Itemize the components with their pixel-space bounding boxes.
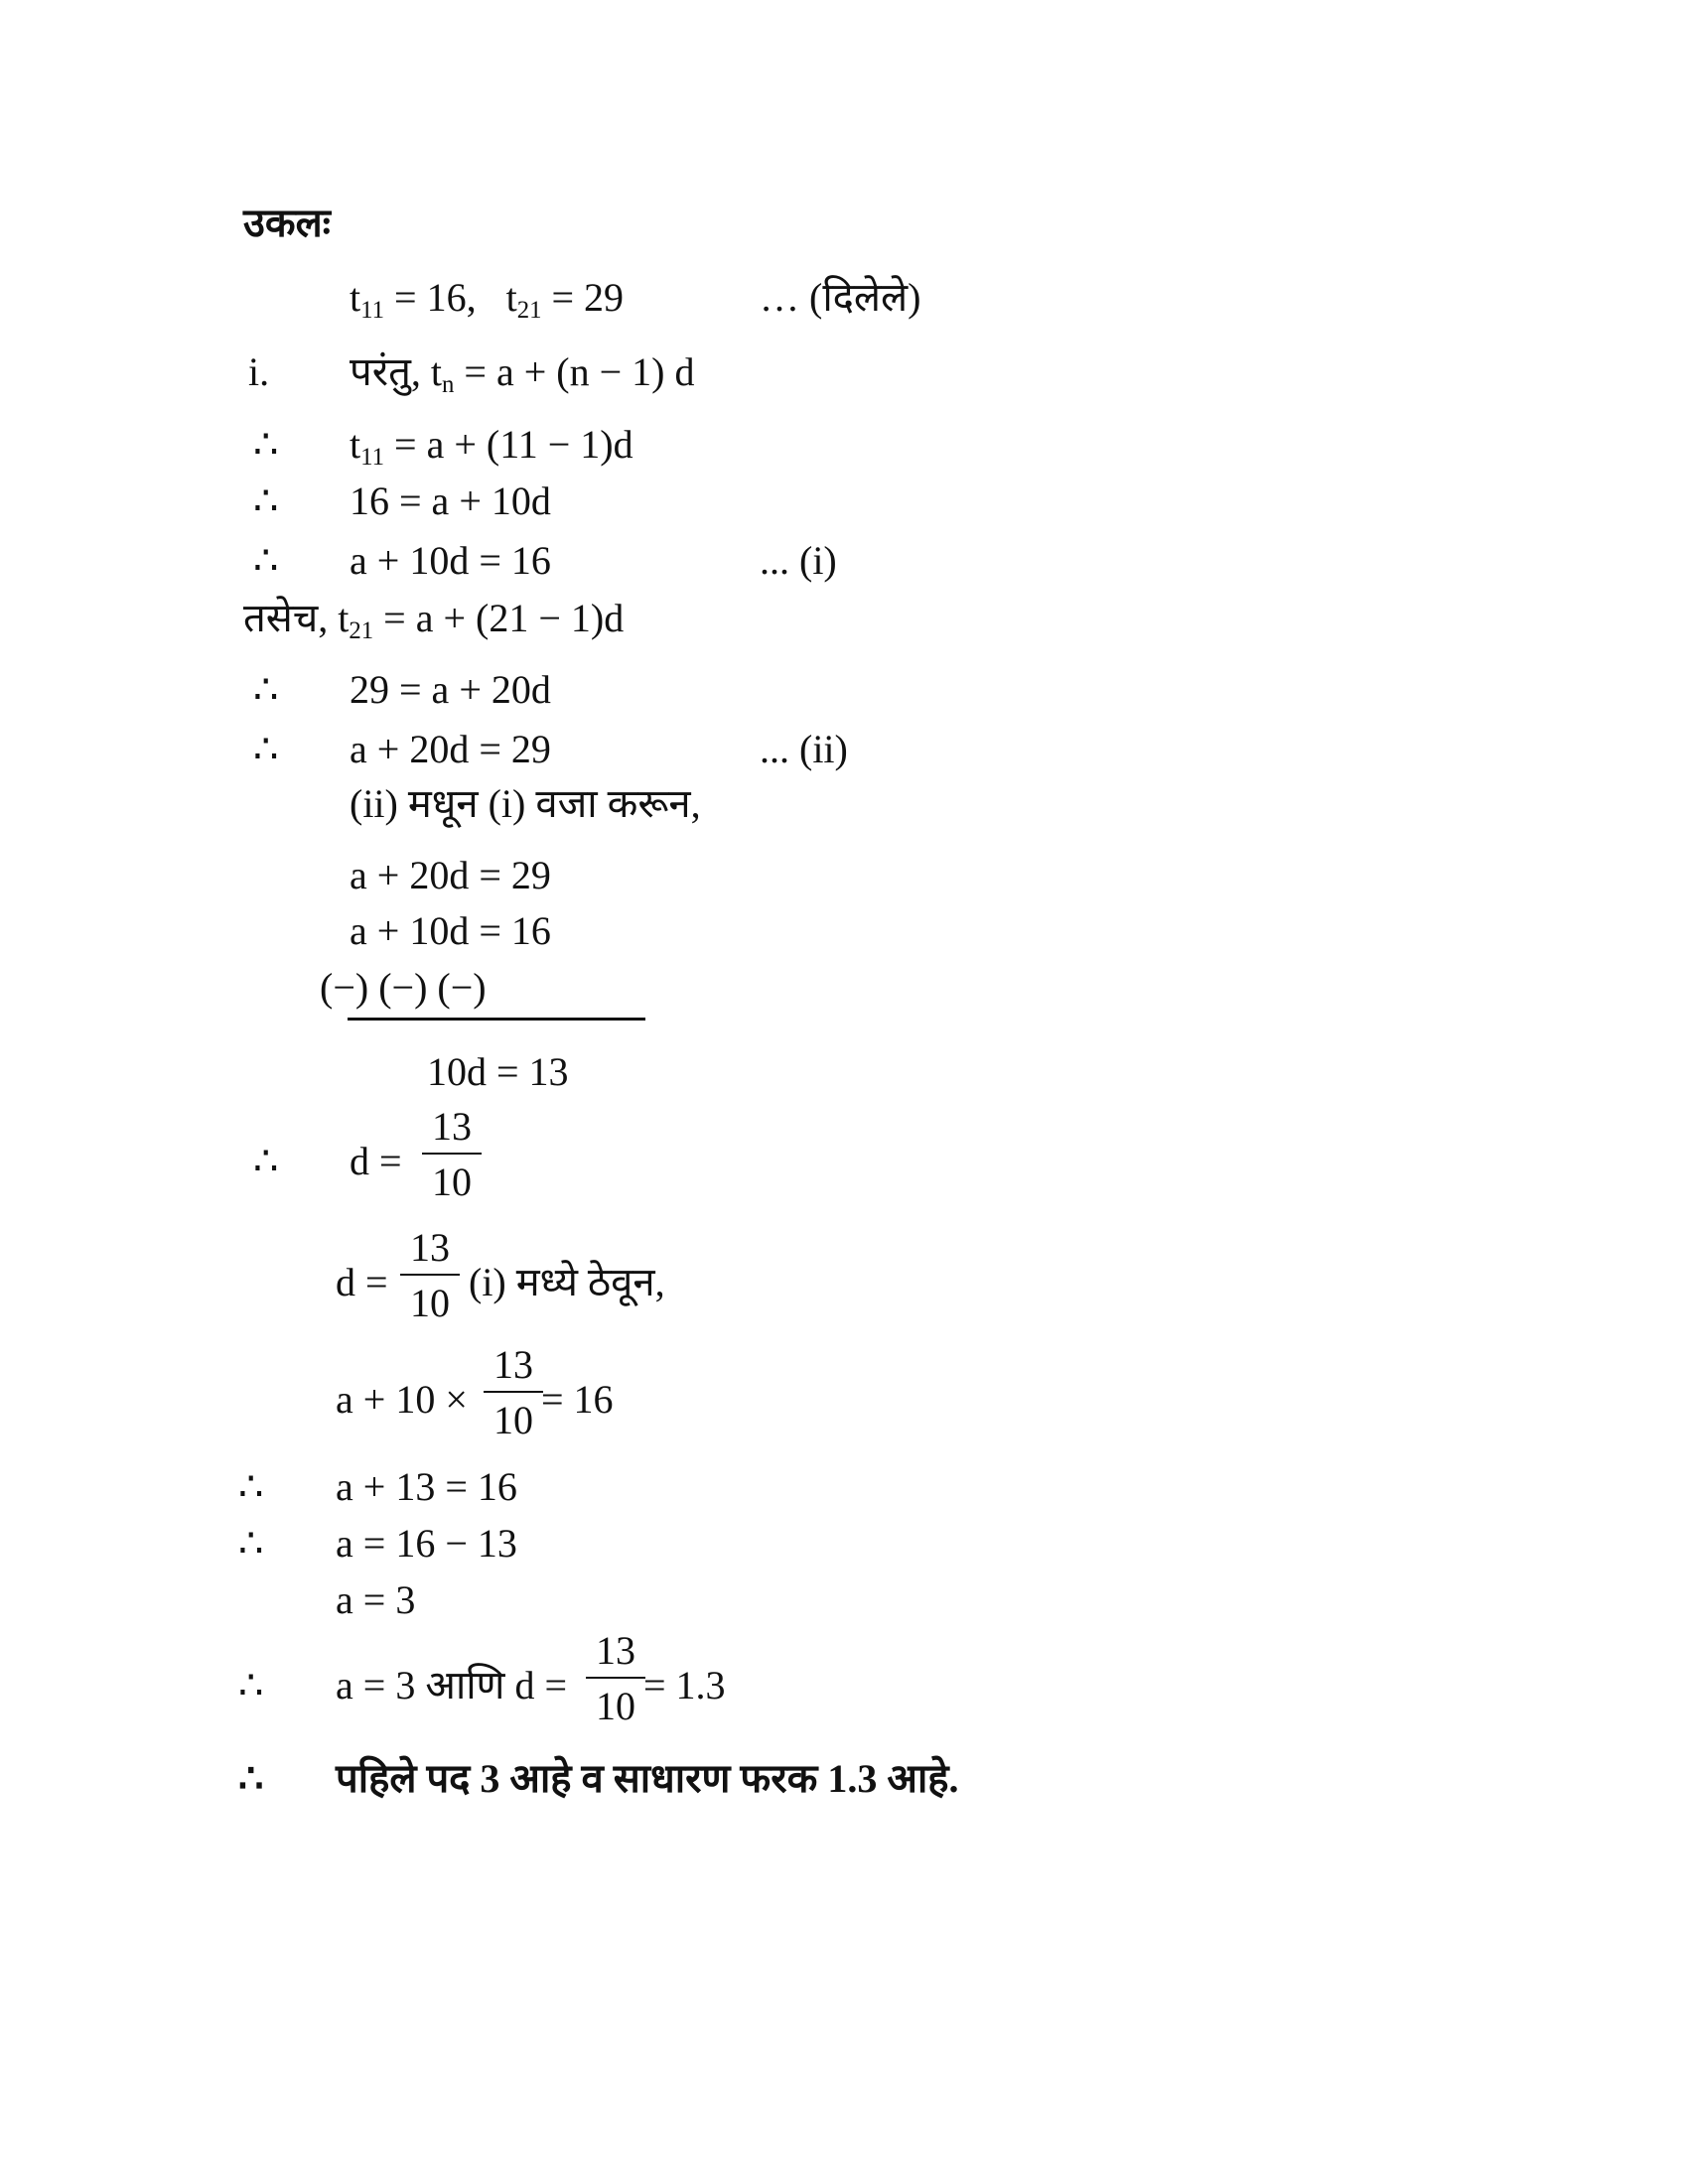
formula-sub: n — [442, 370, 455, 398]
step-a-minus: a = 16 − 13 — [336, 1521, 517, 1566]
equation-i-tag: ... (i) — [760, 538, 837, 583]
therefore-symbol: ∴ — [253, 478, 279, 523]
formula-prefix: परंतु, t — [350, 349, 442, 394]
put-fraction — [400, 1225, 460, 1325]
therefore-symbol: ∴ — [238, 1756, 264, 1801]
step-t11-rest: = a + (11 − 1)d — [384, 422, 633, 467]
final-fraction-numerator: 13 — [596, 1628, 635, 1673]
subtract-instruction: (ii) मधून (i) वजा करून, — [350, 781, 701, 826]
step-t21-rest: = a + (21 − 1)d — [373, 596, 625, 640]
therefore-symbol: ∴ — [253, 1139, 279, 1183]
therefore-symbol: ∴ — [238, 1464, 264, 1509]
subtraction-signs: (−) (−) (−) — [320, 965, 487, 1010]
put-fraction-denominator: 10 — [410, 1281, 450, 1325]
therefore-symbol: ∴ — [253, 727, 279, 771]
d-fraction-bar — [422, 1153, 482, 1155]
d-fraction — [422, 1104, 482, 1204]
equation-ii-tag: ... (ii) — [760, 727, 848, 771]
d-lhs: d = — [350, 1139, 402, 1183]
step-t21-sub: 21 — [349, 616, 374, 644]
put-rhs: (i) मध्ये ठेवून, — [469, 1260, 665, 1304]
therefore-symbol: ∴ — [238, 1663, 264, 1707]
substitution-fraction-bar — [484, 1391, 543, 1393]
step-t11-sub: 11 — [360, 443, 385, 471]
step-marker: i. — [248, 349, 270, 394]
therefore-symbol: ∴ — [253, 422, 279, 467]
given-t11: t — [350, 275, 361, 320]
given-t21-sub: 21 — [516, 296, 542, 324]
given-t11-sub: 11 — [360, 296, 385, 324]
formula-rest: = a + (n − 1) d — [454, 349, 695, 394]
equation-ii: a + 20d = 29 — [350, 727, 551, 771]
step-a-equals-3: a = 3 — [336, 1577, 416, 1622]
final-fraction-bar — [586, 1677, 645, 1679]
step-t11 — [350, 422, 633, 471]
given-note: … (दिलेले) — [760, 275, 921, 320]
given-line — [350, 275, 625, 324]
therefore-symbol: ∴ — [253, 667, 279, 712]
final-rhs: = 1.3 — [643, 1663, 726, 1707]
solution-heading: उकलः — [243, 201, 331, 245]
step-a-plus-13: a + 13 = 16 — [336, 1464, 517, 1509]
given-t11-value: = 16, — [384, 275, 477, 320]
therefore-symbol: ∴ — [253, 538, 279, 583]
subtraction-line-1: a + 20d = 29 — [350, 853, 551, 897]
step-t21-pre: तसेच, t — [243, 596, 350, 640]
final-lhs: a = 3 आणि d = — [336, 1663, 568, 1707]
subtraction-line-2: a + 10d = 16 — [350, 908, 551, 953]
substitution-rhs: = 16 — [541, 1377, 614, 1422]
given-t21-value: = 29 — [541, 275, 625, 320]
subtraction-result: 10d = 13 — [427, 1049, 569, 1094]
equation-i: a + 10d = 16 — [350, 538, 551, 583]
put-lhs: d = — [336, 1260, 388, 1304]
substitution-lhs: a + 10 × — [336, 1377, 468, 1422]
general-term-formula — [350, 349, 695, 398]
step-t11-pre: t — [350, 422, 361, 467]
put-fraction-bar — [400, 1274, 460, 1276]
subtraction-rule — [348, 1018, 645, 1021]
step-16: 16 = a + 10d — [350, 478, 551, 523]
put-fraction-numerator: 13 — [410, 1225, 450, 1270]
substitution-fraction-numerator: 13 — [493, 1342, 533, 1387]
d-fraction-denominator: 10 — [432, 1160, 472, 1204]
d-fraction-numerator: 13 — [432, 1104, 472, 1149]
final-fraction — [586, 1628, 645, 1728]
substitution-fraction-denominator: 10 — [493, 1398, 533, 1442]
conclusion: पहिले पद 3 आहे व साधारण फरक 1.3 आहे. — [336, 1756, 959, 1801]
step-t21 — [243, 596, 625, 644]
step-29: 29 = a + 20d — [350, 667, 551, 712]
substitution-fraction — [484, 1342, 543, 1442]
therefore-symbol: ∴ — [238, 1521, 264, 1566]
given-t21: t — [505, 275, 517, 320]
final-fraction-denominator: 10 — [596, 1684, 635, 1728]
